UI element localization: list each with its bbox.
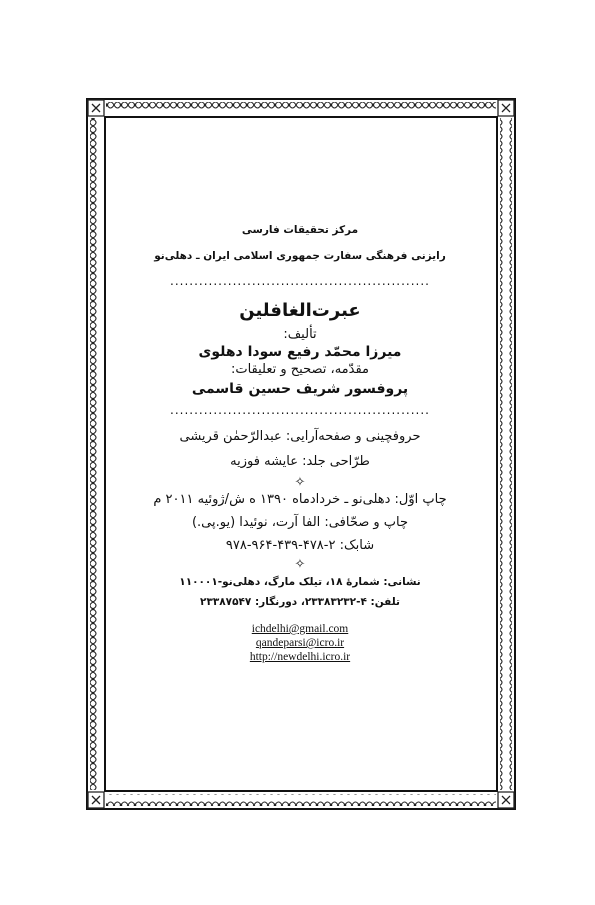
cover-design-credit: طرّاحی جلد: عایشه فوزیه [230, 454, 370, 469]
publisher-office: رایزنی فرهنگی سفارت جمهوری اسلامی ایران ـ دهلی‌نو [154, 250, 446, 262]
editor-label: مقدّمه، تصحیح و تعلیقات: [230, 362, 370, 377]
editor-name: پروفسور شریف حسین قاسمی [191, 381, 409, 397]
author-label: تألیف: [283, 327, 317, 342]
book-title: عبرت‌الغافلین [239, 300, 361, 321]
email-link-ichdelhi[interactable]: ichdelhi@gmail.com [251, 623, 349, 635]
address: نشانی: شمارهٔ ۱۸، تیلک مارگ، دهلی‌نو-۱۱۰۰۰۱ [179, 576, 421, 588]
printer-info: چاپ و صحّافی: الفا آرت، نوئیدا (یو.پی.) [191, 515, 409, 530]
divider-bottom: ...................................................... [170, 403, 430, 417]
typesetting-credit: حروفچینی و صفحه‌آرایی: عبدالرّحمٰن قریشی [179, 429, 421, 444]
ornament-star-icon: ✧ [294, 475, 306, 490]
edition-info: چاپ اوّل: دهلی‌نو ـ خردادماه ۱۳۹۰ ه ش/ژوئیه ۲۰۱۱ م [153, 492, 447, 507]
divider-top: ...................................................... [170, 274, 430, 288]
author-name: میرزا محمّد رفیع سودا دهلوی [198, 344, 402, 360]
website-link[interactable]: http://newdelhi.icro.ir [249, 651, 351, 663]
phone-fax: تلفن: ۴-۲۳۳۸۳۲۳۲، دورنگار: ۲۳۳۸۷۵۴۷ [200, 596, 400, 608]
ornament-star-icon: ✧ [294, 557, 306, 572]
publisher-center: مرکز تحقیقات فارسی [241, 224, 359, 236]
email-link-qandeparsi[interactable]: qandeparsi@icro.ir [255, 637, 345, 649]
isbn: شابک: ۲-۴۷۸-۴۳۹-۹۶۴-۹۷۸ [225, 538, 375, 553]
title-page-content [130, 210, 470, 664]
